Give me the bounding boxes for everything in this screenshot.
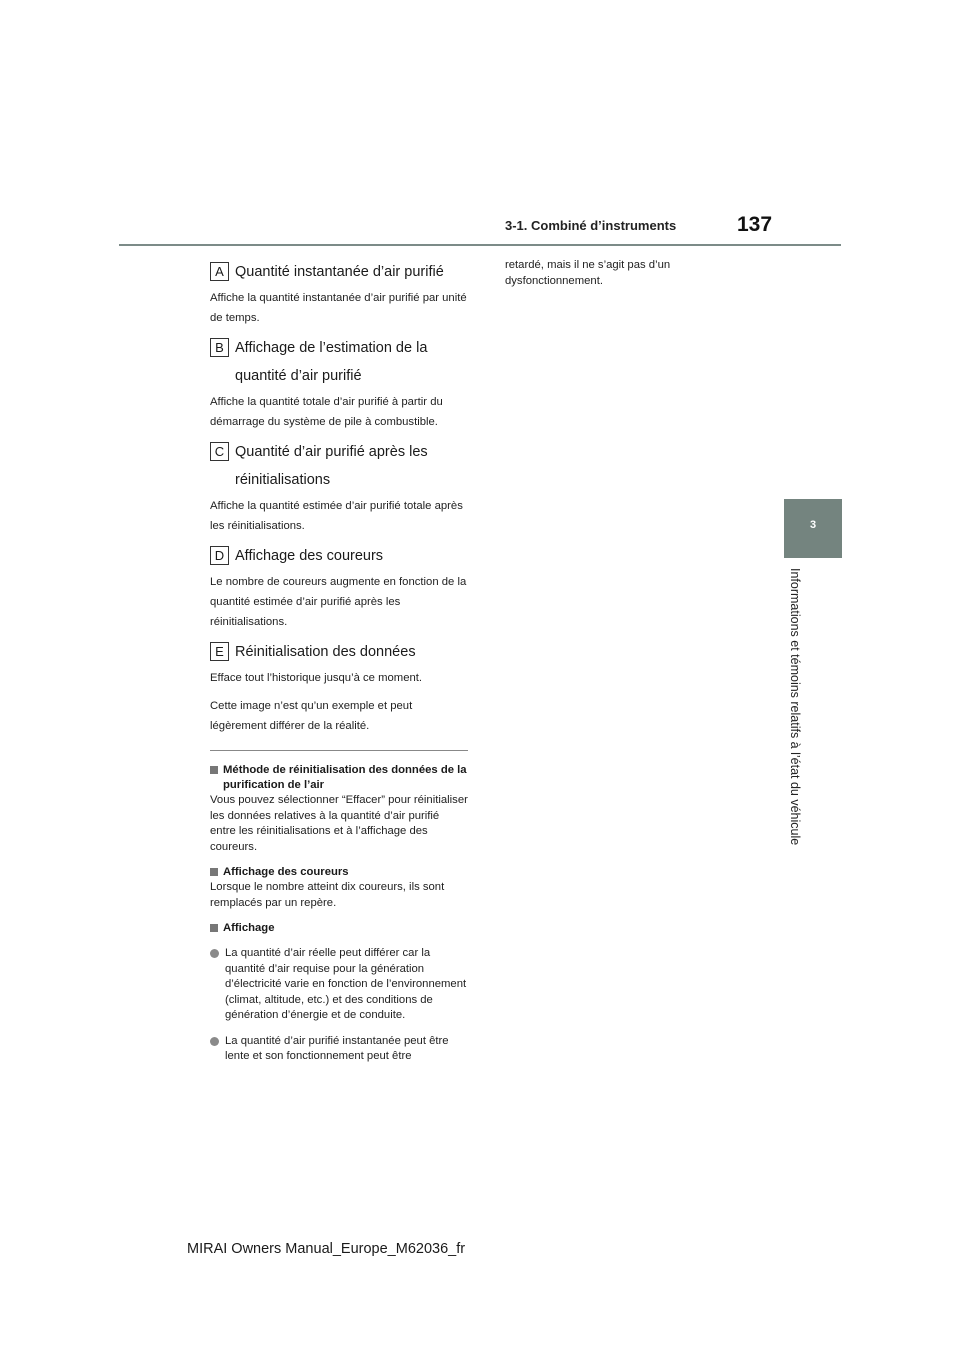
square-bullet-icon [210,868,218,876]
list-item [210,1034,468,1065]
item-title: Quantité d’air purifié après les réinitialisations [235,444,428,488]
header-section-title: 3-1. Combiné d’instruments [505,218,677,233]
square-bullet-icon [210,924,218,932]
reset-method-heading [210,763,468,793]
item-title: Quantité instantanée d’air purifié [235,264,444,280]
footer-text: MIRAI Owners Manual_Europe_M62036_fr [187,1241,466,1257]
round-bullet-icon [210,1037,219,1046]
reset-method-body: Vous pouvez sélectionner “Effacer” pour réinitialiser les données relatives à la quantité d’air purifié entre les réinitialisations et à l’affichage des coureurs. [210,794,468,853]
section-divider [210,750,468,751]
item-body: Affiche la quantité instantanée d’air purifié par unité de temps. [210,292,467,324]
item-body: Affiche la quantité totale d’air purifié à partir du démarrage du système de pile à combustible. [210,396,443,428]
item-c [210,438,468,536]
chapter-title: Informations et témoins relatifs à l’état du véhicule [788,568,802,846]
letter-label: D [210,546,229,565]
image-note: Cette image n’est qu’un exemple et peut légèrement différer de la réalité. [210,700,413,732]
list-item-text: La quantité d’air réelle peut différer car la quantité d’air requise pour la génération d’électricité varie en fonction de l’environnement (climat, altitude, etc.) et des conditions de génération d’énergie et de conduite. [225,947,467,1021]
item-b [210,334,468,432]
item-e [210,638,468,688]
item-title: Affichage des coureurs [235,548,384,564]
letter-label: E [210,642,229,661]
letter-label: A [210,262,229,281]
continuation-text: retardé, mais il ne s’agit pas d’un dysfonctionnement. [505,259,671,287]
letter-label: B [210,338,229,357]
square-bullet-icon [210,766,218,774]
chapter-number: 3 [809,519,817,531]
item-title: Réinitialisation des données [235,644,416,660]
right-column [505,258,765,289]
heading-text: Méthode de réinitialisation des données de la purification de l’air [223,764,467,791]
heading-text: Affichage des coureurs [223,866,349,878]
letter-label: C [210,442,229,461]
runners-display-heading [210,865,468,880]
display-heading [210,921,468,936]
item-d [210,542,468,632]
round-bullet-icon [210,949,219,958]
item-body: Affiche la quantité estimée d’air purifié totale après les réinitialisations. [210,500,463,532]
page-number: 137 [737,213,773,236]
list-item [210,946,468,1024]
item-a [210,258,468,328]
list-item-text: La quantité d’air purifié instantanée peut être lente et son fonctionnement peut être [225,1034,449,1062]
chapter-tab [784,499,842,558]
item-body: Efface tout l’historique jusqu’à ce moment. [210,672,423,684]
item-body: Le nombre de coureurs augmente en fonction de la quantité estimée d’air purifié après les réinitialisations. [210,576,467,628]
header-rule [119,244,841,246]
item-title: Affichage de l’estimation de la quantité d’air purifié [235,340,428,384]
left-column [210,258,468,1075]
runners-display-body: Lorsque le nombre atteint dix coureurs, ils sont remplacés par un repère. [210,881,445,909]
heading-text: Affichage [223,922,275,934]
